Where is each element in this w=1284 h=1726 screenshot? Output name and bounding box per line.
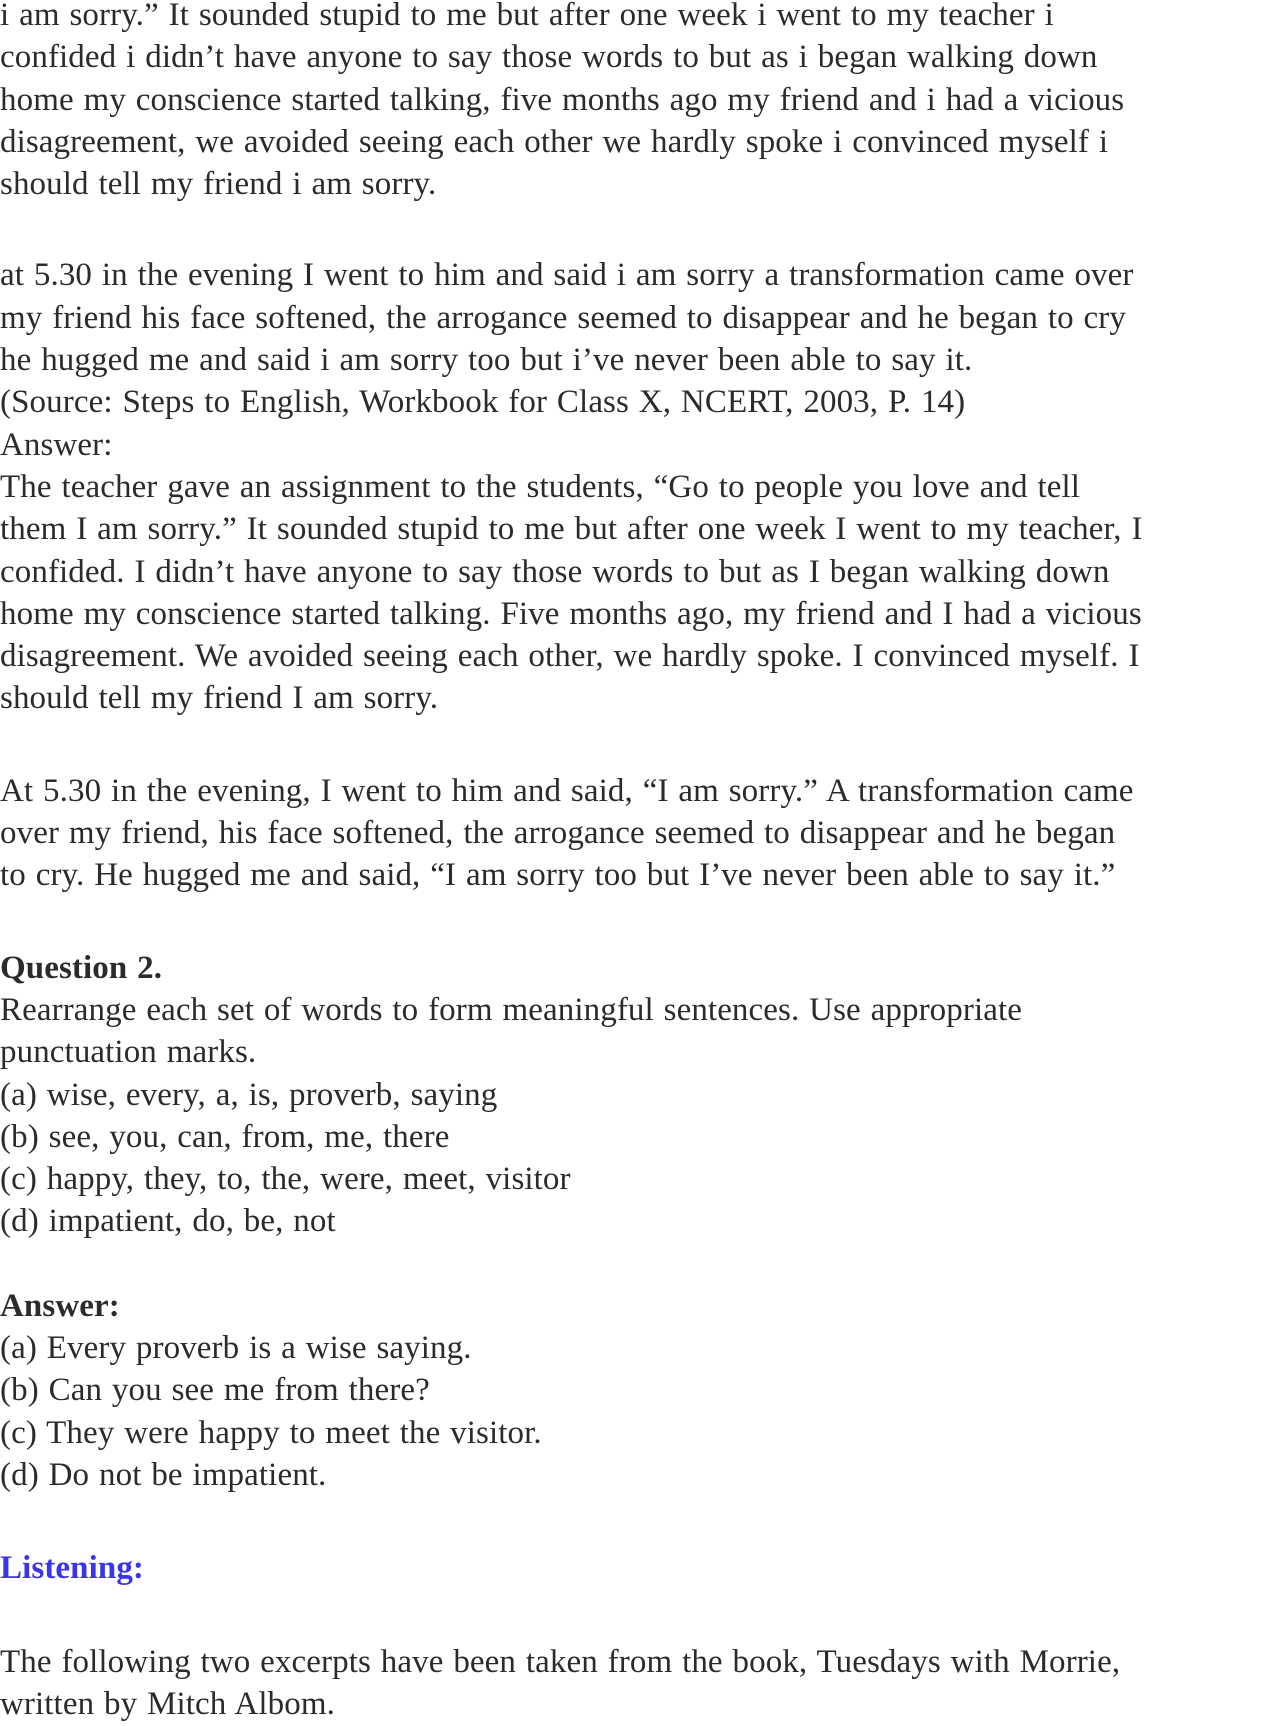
text-line: disagreement, we avoided seeing each other we hardly spoke i convinced myself i (0, 123, 1109, 160)
instruction-line: punctuation marks. (0, 1034, 257, 1071)
text-line: at 5.30 in the evening I went to him and said i am sorry a transformation came over (0, 257, 1134, 294)
spacer (0, 720, 1284, 770)
source-citation: (Source: Steps to English, Workbook for Class X, NCERT, 2003, P. 14) (0, 384, 966, 421)
spacer (0, 1590, 1284, 1641)
listening-intro (0, 1641, 1284, 1726)
answer-label: Answer: (0, 1287, 120, 1324)
answer-item-b: (b) Can you see me from there? (0, 1372, 430, 1409)
text-line: home my conscience started talking. Five months ago, my friend and I had a vicious (0, 595, 1142, 632)
text-line: The teacher gave an assignment to the students, “Go to people you love and tell (0, 468, 1081, 505)
question-item-b: (b) see, you, can, from, me, there (0, 1118, 450, 1155)
text-line: he hugged me and said i am sorry too but i’ve never been able to say it. (0, 342, 973, 379)
spacer (0, 897, 1284, 947)
spacer (0, 1243, 1284, 1285)
answer-item-d: (d) Do not be impatient. (0, 1456, 327, 1493)
answer-paragraph-1 (0, 466, 1284, 720)
text-line: i am sorry.” It sounded stupid to me but after one week i went to my teacher i (0, 0, 1054, 33)
text-line: confided i didn’t have anyone to say those words to but as i began walking down (0, 39, 1098, 76)
answer-item-c: (c) They were happy to meet the visitor. (0, 1414, 542, 1451)
text-line: should tell my friend i am sorry. (0, 166, 437, 203)
question-2-answers (0, 1285, 1284, 1496)
text-line: should tell my friend I am sorry. (0, 680, 439, 717)
question-title: Question 2. (0, 949, 163, 986)
text-line: home my conscience started talking, five months ago my friend and i had a vicious (0, 81, 1125, 118)
text-line: over my friend, his face softened, the arrogance seemed to disappear and he began (0, 815, 1116, 852)
listening-heading: Listening: (0, 1550, 145, 1587)
question-2-section (0, 947, 1284, 1243)
text-line: my friend his face softened, the arrogance seemed to disappear and he began to cry (0, 299, 1126, 336)
question-item-c: (c) happy, they, to, the, were, meet, visitor (0, 1161, 571, 1198)
question-item-a: (a) wise, every, a, is, proverb, saying (0, 1076, 498, 1113)
spacer (0, 205, 1284, 254)
question-item-d: (d) impatient, do, be, not (0, 1203, 336, 1240)
listening-section (0, 1547, 1284, 1589)
text-line: disagreement. We avoided seeing each other, we hardly spoke. I convinced myself. I (0, 638, 1140, 675)
text-line: to cry. He hugged me and said, “I am sorry too but I’ve never been able to say it.” (0, 857, 1116, 894)
text-line: them I am sorry.” It sounded stupid to me but after one week I went to my teacher, I (0, 511, 1143, 548)
spacer (0, 1496, 1284, 1547)
answer-item-a: (a) Every proverb is a wise saying. (0, 1330, 472, 1367)
text-line: written by Mitch Albom. (0, 1685, 335, 1722)
paragraph-original-1 (0, 0, 1284, 205)
paragraph-original-2 (0, 254, 1284, 465)
text-line: At 5.30 in the evening, I went to him and said, “I am sorry.” A transformation came (0, 772, 1134, 809)
instruction-line: Rearrange each set of words to form meaningful sentences. Use appropriate (0, 991, 1022, 1028)
answer-label: Answer: (0, 426, 113, 463)
text-line: confided. I didn’t have anyone to say those words to but as I began walking down (0, 553, 1110, 590)
answer-paragraph-2 (0, 770, 1284, 897)
text-line: The following two excerpts have been taken from the book, Tuesdays with Morrie, (0, 1643, 1121, 1680)
